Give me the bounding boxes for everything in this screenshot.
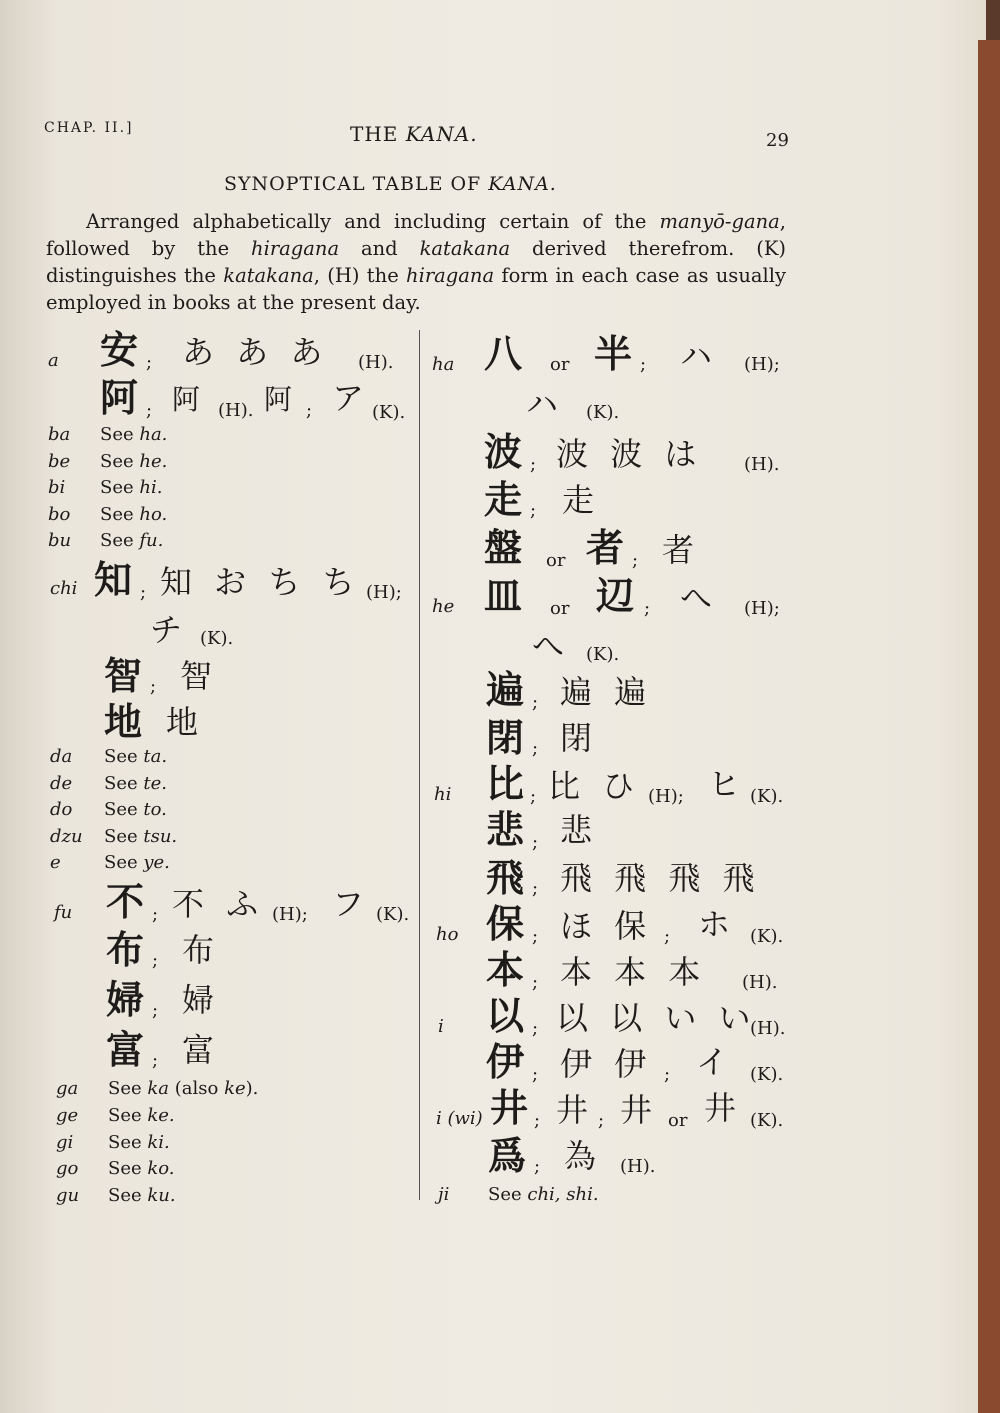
romaji-bu: bu — [48, 530, 72, 551]
manyogana-a: 安 — [100, 327, 139, 372]
romaji-go: go — [56, 1158, 79, 1179]
see-reference: See ki. — [108, 1131, 170, 1153]
book-edge — [978, 40, 1000, 1413]
romaji-do: do — [50, 799, 73, 820]
manyogana-chi: 知 — [94, 557, 133, 602]
see-reference: See ye. — [104, 852, 170, 873]
romaji-ho: ho — [436, 924, 459, 945]
romaji-ji: ji — [438, 1184, 450, 1205]
see-reference: See hi. — [100, 477, 163, 498]
romaji-bo: bo — [48, 503, 71, 525]
romaji-bi: bi — [48, 477, 66, 498]
running-title: THE KANA. — [350, 122, 478, 146]
intro-paragraph: Arranged alphabetically and including certain of the manyō-gana, followed by the hiragana and katakana derived therefrom. (K) distinguishes the katakana, (H) the hiragana form in each case as usually employed in books at the present day. — [46, 210, 786, 314]
see-reference: See ku. — [108, 1184, 176, 1206]
see-reference: See tsu. — [104, 825, 178, 847]
see-reference: See ko. — [108, 1158, 175, 1179]
see-reference: See to. — [104, 799, 167, 820]
katakana-chi: チ — [150, 611, 189, 649]
romaji-hi: hi — [434, 784, 452, 805]
see-reference: See ke. — [108, 1105, 175, 1126]
chapter-label: CHAP. II.] — [44, 120, 134, 136]
romaji-wi: i (wi) — [436, 1108, 483, 1129]
romaji-ha: ha — [432, 354, 455, 375]
romaji-fu: fu — [54, 902, 73, 923]
romaji-i: i — [438, 1016, 444, 1037]
see-reference: See te. — [104, 772, 167, 794]
romaji-he: he — [432, 596, 455, 617]
page-number: 29 — [766, 130, 789, 151]
see-reference: See he. — [100, 450, 168, 472]
see-reference: See ta. — [104, 746, 168, 767]
romaji-be: be — [48, 450, 71, 472]
katakana-a: ア — [332, 379, 371, 417]
manyogana-fu: 不 — [106, 879, 145, 924]
table-title: SYNOPTICAL TABLE OF KANA. — [224, 173, 557, 195]
see-ga: See ka (also ke). — [108, 1078, 259, 1099]
romaji-e: e — [50, 852, 61, 873]
romaji-chi: chi — [50, 578, 78, 599]
romaji-da: da — [50, 746, 73, 767]
manyogana-a-2: 阿 — [100, 375, 139, 420]
romaji-gi: gi — [56, 1131, 74, 1153]
romaji-dzu: dzu — [50, 825, 83, 847]
romaji-ge: ge — [56, 1105, 79, 1126]
hiragana-a: あ あ あ — [182, 333, 329, 371]
romaji-ga: ga — [56, 1078, 79, 1099]
romaji-a: a — [48, 350, 59, 371]
romaji-gu: gu — [56, 1184, 80, 1206]
hiragana-chi: 知 お ち ち — [160, 563, 361, 601]
see-reference: See fu. — [100, 530, 164, 551]
romaji-de: de — [50, 772, 73, 794]
column-divider — [419, 330, 420, 1200]
see-ji: See chi, shi. — [488, 1184, 599, 1205]
romaji-ba: ba — [48, 424, 71, 445]
see-reference: See ho. — [100, 503, 168, 525]
see-reference: See ha. — [100, 424, 168, 445]
